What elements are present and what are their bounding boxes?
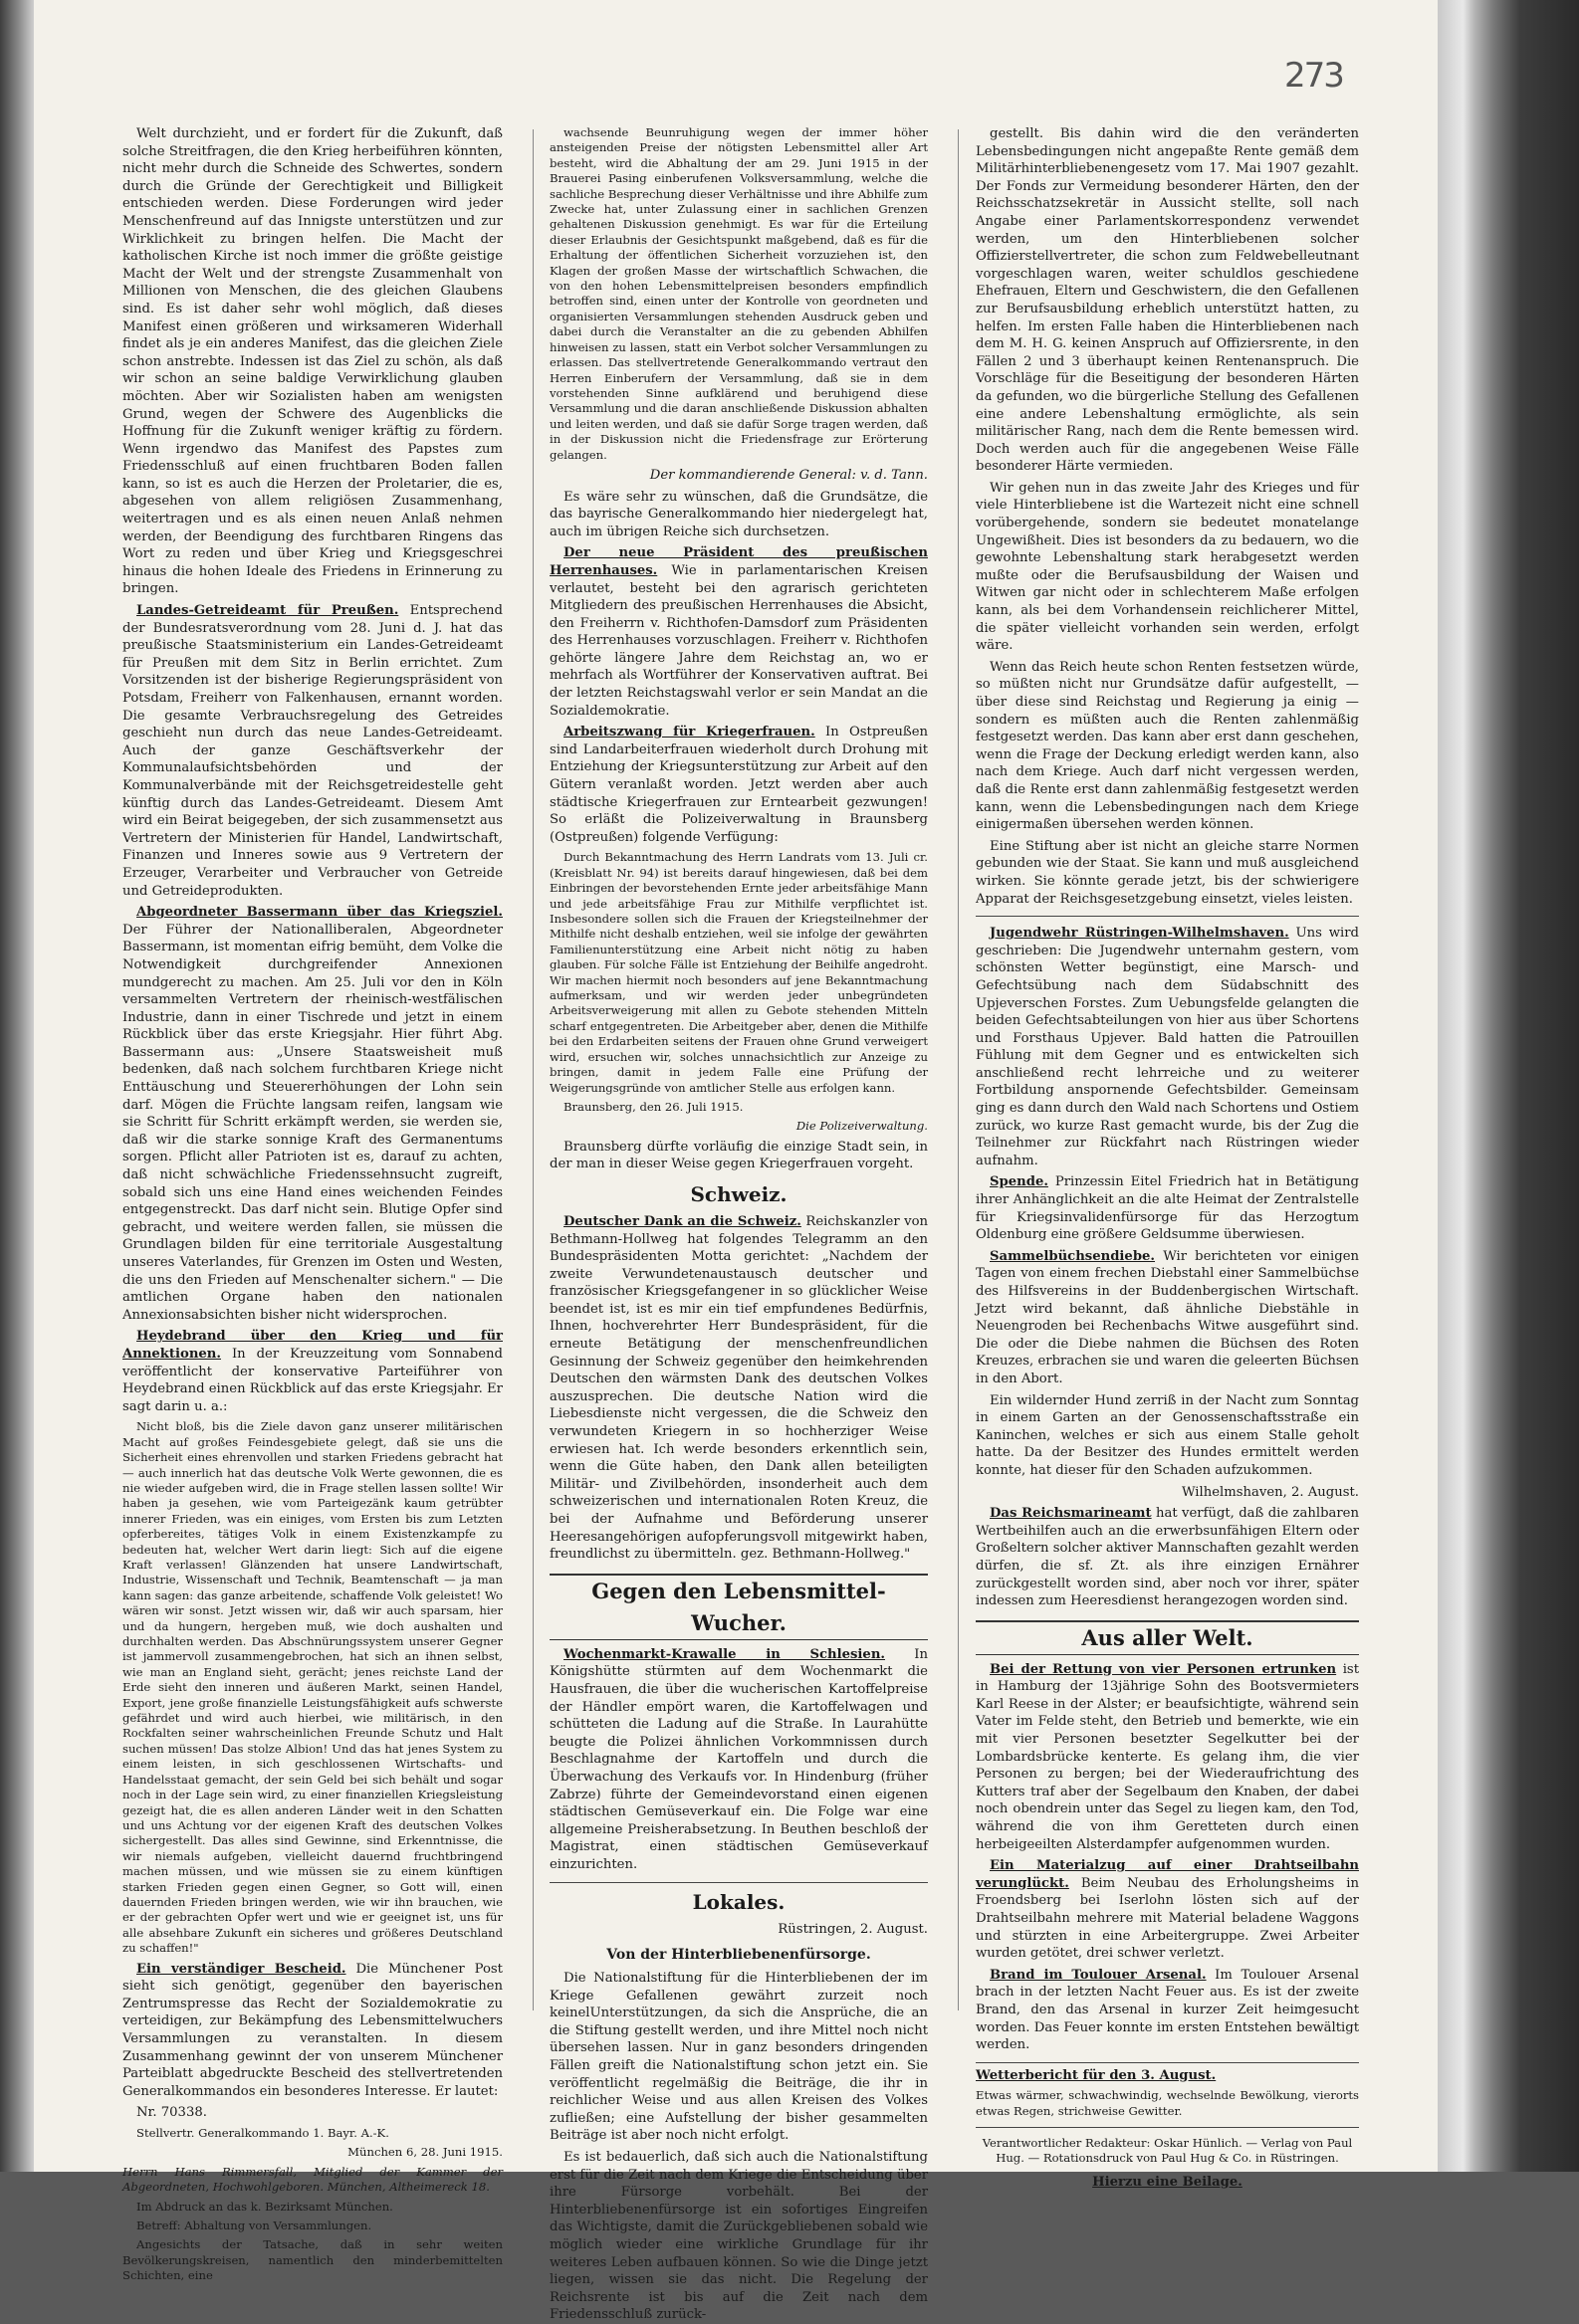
- section-title: Lokales.: [550, 1882, 928, 1915]
- document-subject: Betreff: Abhaltung von Versammlungen.: [136, 2218, 372, 2232]
- article-body: Der Führer der Nationalliberalen, Abgeordneter Bassermann, ist momentan eifrig bemüht, dem Volke die Notwendigkeit durchgreifender Annexionen mundgerecht zu machen. Am 25. Juli vor den in Köln versammelten Vertretern der rheinisch-westfälischen Industrie, dann in einer Tischrede und jetzt in einem Rückblick über das erste Kriegsjahr. Hier führt Abg. Bassermann aus: „Unsere Staatsweisheit muß bedenken, daß nach solchem furchtbaren Kriege nicht Enttäuschung und Steuererhöhungen der Lohn sein darf. Mögen die Früchte langsam reifen, langsam wie sie Schritt für Schritt erkämpft werden, sie werden sie, daß wir die starke sonnige Kraft des Germanentums sorgen. Pflicht aller Patrioten ist es, darauf zu achten, daß nicht schwächliche Friedenssehnsucht zugreift, sobald sich uns eine Hand eines weichenden Feindes entgegenstreckt. Das darf nicht sein. Blutige Opfer sind gebracht, und weitere werden fallen, sie müssen die Grundlagen bilden für eine territoriale Ausgestaltung unseres Vaterlandes, für Grenzen im Osten und Westen, die uns den Frieden auf Menschenalter sichern." — Die amtlichen Organe haben den nationalen Annexionsabsichten bisher nicht widersprochen.: [122, 922, 503, 1323]
- article-headline: Wochenmarkt-Krawalle in Schlesien.: [564, 1646, 886, 1662]
- article-body: Wie in parlamentarischen Kreisen verlautet, besteht bei den agrarisch gerichteten Mitgliedern des preußischen Herrenhauses die Absicht, den Freiherrn v. Richthofen-Damsdorf zum Präsidenten des Herrenhauses vorzuschlagen. Freiherr v. Richthofen gehörte längere Jahre dem Reichstag an, wo er mehrfach als Wortführer der Konservativen auftrat. Bei der letzten Reichstagswahl verlor er sein Mandat an die Sozialdemokratie.: [550, 562, 928, 719]
- column-rule: [533, 129, 534, 2010]
- article-headline: Deutscher Dank an die Schweiz.: [564, 1213, 801, 1229]
- article-paragraph: gestellt. Bis dahin wird die den veränderten Lebensbedingungen nicht angepaßte Rente gemäß dem Militärhinterbliebenengesetz vom 17. Mai 1907 gezahlt. Der Fonds zur Vermeidung besonderer Härten, den der Reichsschatzsekretär in Aussicht stellte, soll nach Angabe einer Parlamentskorrespondenz verwendet werden, um den Hinterbliebenen solcher Offizierstellvertreter, die schon zum Feldwebelleutnant vorgeschlagen waren, weiter schuldlos geschiedene Ehefrauen, Eltern und Geschwistern, die den Gefallenen zur Berufsausbildung erheblich unterstützt hatten, zu helfen. Im ersten Falle haben die Hinterbliebenen nach dem M. H. G. keinen Anspruch auf Offiziersrente, in den Fällen 2 und 3 überhaupt keinen Rentenanspruch. Die Vorschläge für die Beseitigung der besonderen Härten da gefunden, wo die bürgerliche Stellung des Gefallenen eine andere Lebenshaltung ermöglichte, als sein militärischer Rang, nach dem die Rente bemessen wird. Doch werden auch für die angegebenen Weise Fälle besonderer Härte vermieden.: [976, 126, 1359, 475]
- article-paragraph: Welt durchzieht, und er fordert für die Zukunft, daß solche Streitfragen, die den Krieg herbeiführen könnten, nicht mehr durch die Schneide des Schwertes, sondern durch die Gründe der Gerechtigkeit und Billigkeit entschieden werden. Diese Forderungen wird jeder Menschenfreund auf das Innigste unterstützen und zur Wirklichkeit zu bringen helfen. Die Macht der katholischen Kirche ist noch immer die größte geistige Macht der Welt und der strengste Zusammenhalt von Millionen von Menschen, die des gleichen Glaubens sind. Es ist daher sehr wohl möglich, daß dieses Manifest einen größeren und wirksameren Widerhall findet als je ein anderes Manifest, das die gleichen Ziele schon anstrebte. Indessen ist das Ziel zu schön, als daß wir schon an seine baldige Verwirklichung glauben möchten. Aber wir Sozialisten haben am wenigsten Grund, wegen der Schwere des Augenblicks die Hoffnung für die Zukunft weniger kräftig zu fördern. Wenn irgendwo das Manifest des Papstes zum Friedensschluß auf einen fruchtbaren Boden fallen kann, so ist es auch die Herzen der Proletarier, die es, abgesehen von allem religiösen Zusammenhang, weitertragen und es als einen neuen Anlaß nehmen werden, der Beendigung des furchtbaren Ringens das Wort zu reden und über Krieg und Kriegsgeschrei hinaus die hohen Ideale des Friedens in Erinnerung zu bringen.: [122, 126, 503, 597]
- article-paragraph: [122, 602, 503, 900]
- scanner-edge: [0, 0, 34, 2172]
- article-paragraph: Braunsberg dürfte vorläufig die einzige Stadt sein, in der man in dieser Weise gegen Kriegerfrauen vorgeht.: [550, 1139, 928, 1172]
- document-sender: Stellvertr. Generalkommando 1. Bayr. A.-K.: [136, 2125, 389, 2140]
- article-headline: Der neue Präsident des preußischen Herrenhauses.: [550, 545, 928, 578]
- column-3: [976, 125, 1359, 2191]
- article-headline: Brand im Toulouer Arsenal.: [990, 1967, 1207, 1983]
- article-paragraph: Eine Stiftung aber ist nicht an gleiche starre Normen gebunden wie der Staat. Sie kann und muß ausgleichend wirken. Sie könnte gerade jetzt, bis der schwierigere Apparat der Reichsgesetzgebung einsetzt, vieles leisten.: [976, 838, 1359, 907]
- quoted-date: Braunsberg, den 26. Juli 1915.: [564, 1099, 744, 1114]
- supplement-note: Hierzu eine Beilage.: [1092, 2175, 1242, 2191]
- article-body: hat verfügt, daß die zahlbaren Wertbeihilfen auch an die erwerbsunfähigen Eltern oder Großeltern solcher aktiver Mannschaften gezahlt werden dürfen, die sf. Zt. als ihre einzigen Ernährer zurückgestellt worden sind, aber noch vor ihrer, später indessen zum Heeresdienst herangezogen worden sind.: [976, 1506, 1359, 1609]
- article-paragraph: [122, 904, 503, 1324]
- section-title: Gegen den Lebensmittel-Wucher.: [550, 1574, 928, 1640]
- article-paragraph: [976, 1173, 1359, 1243]
- article-headline: Jugendwehr Rüstringen-Wilhelmshaven.: [990, 926, 1289, 942]
- article-body: Prinzessin Eitel Friedrich hat in Betätigung ihrer Anhänglichkeit an die alte Heimat der Zentralstelle für Kriegsinvalidenfürsorge für das Herzogtum Oldenburg eine größere Geldsumme überwiesen.: [976, 1174, 1359, 1243]
- article-headline: Bei der Rettung von vier Personen ertrunken: [990, 1661, 1337, 1677]
- article-paragraph: [122, 1328, 503, 1415]
- book-binding: [1438, 0, 1579, 2172]
- article-body: ist in Hamburg der 13jährige Sohn des Bootsvermieters Karl Reese in der Alster; er beaufsichtigte, während sein Vater im Felde steht, den Betrieb und bemerkte, wie ein mit vier Personen besetzter Segelkutter bei der Lombardsbrücke kenterte. Es gelang ihm, die vier Personen zu bergen; bei der Wiederaufrichtung des Kutters traf aber der Segelbaum den Knaben, der dabei noch obendrein unter das Segel zu liegen kam, den Tod, während die von ihm Geretteten durch einen herbeigeeilten Alsterdampfer aufgenommen wurden.: [976, 1661, 1359, 1852]
- quoted-text: Nicht bloß, bis die Ziele davon ganz unserer militärischen Macht auf großes Feindesgebiete gelegt, daß sie uns die Sicherheit eines ehrenvollen und starken Friedens gebracht hat — auch innerlich hat das deutsche Volk Werte gewonnen, die es nie wieder aufgeben wird, die in Frage stellen lassen sollte! Wir haben ja gesehen, wie vom Parteigezänk kaum getrübter innerer Frieden, was ein einiges, vom Ersten bis zum Letzten opferbereites, tätiges Volk in einem Existenzkampfe zu bedeuten hat, welcher Wert darin liegt: Sich auf die eigene Kraft verlassen! Glänzenden hat unsere Landwirtschaft, Industrie, Wissenschaft und Technik, Beamtenschaft — ja man kann sagen: das ganze arbeitende, schaffende Volk geleistet! Wo wären wir sonst. Jetzt wissen wir, daß wir auch sparsam, hier und da hungern, hergeben muß, wie doch aushalten und durchhalten werden. Das Abschnürungssystem unserer Gegner ist jammervoll zusammengebrochen, hat sich an ihnen selbst, wie man an England sieht, gerächt; jenes reichste Land der Erde sieht den inneren und äußeren Markt, seinen Handel, Export, jene große finanzielle Leistungsfähigkeit aufs schwerste gefährdet und wird auch hierbei, wie militärisch, in den Rockfalten seiner wahrscheinlichen Freunde Schutz und Halt suchen müssen! Das stolze Albion! Und das hat jenes System zu einem leisten, in sich geschlossenen Wirtschafts- und Handelsstaat gemacht, der sein Geld bei sich behält und sogar noch in der Lage sein wird, zu einer finanziellen Kriegsleistung gezeigt hat, die es allen anderen Länder weit in den Schatten und uns Achtung vor der eigenen Kraft des deutschen Volkes sichergestellt. Das alles sind Gewinne, sind Erkenntnisse, die wir niemals aufgeben, vielleicht dauernd fruchtbringend machen müssen, und wie müssen sie zu einem künftigen starken Frieden gegen einen Gegner, so Gott will, einen dauernden Frieden bringen werden, wie wir ihn brauchen, wie er der gebrachten Opfer wert und wie er geeignet ist, uns für alle absehbare Zukunft ein sicheres und größeres Deutschland zu schaffen!": [122, 1419, 503, 1956]
- article-headline: Von der Hinterbliebenenfürsorge.: [606, 1947, 871, 1964]
- weather-title: Wetterbericht für den 3. August.: [976, 2067, 1217, 2083]
- document-body: wachsende Beunruhigung wegen der immer höher ansteigenden Preise der nötigsten Lebensmittel aller Art besteht, wird die Abhaltung der am 29. Juni 1915 in der Brauerei Pasing einberufenen Volksversammlung, welche die sachliche Besprechung dieser Verhältnisse und ihre Abhilfe zum Zwecke hat, unter Zulassung einer in sachlichen Grenzen gehaltenen Diskussion genehmigt. Es war für die Erteilung dieser Erlaubnis der Gesichtspunkt maßgebend, daß es für die Erhaltung der öffentlichen Sicherheit vorzuziehen ist, den Klagen der großen Masse der wirtschaftlich Schwachen, die von den hohen Lebensmittelpreisen besonders empfindlich betroffen sind, einen unter der Kontrolle von geordneten und organisierten Versammlungen stehenden Ausdruck geben und dabei durch die Veranstalter an die zu gebenden Abhilfen hinweisen zu lassen, statt ein Verbot solcher Versammlungen zu erlassen. Das stellvertretende Generalkommando vertraut den Herren Einberufern der Versammlung, daß sie in dem vorstehenden Sinne aufklärend und beruhigend diese Versammlung und die daran anschließende Diskussion abhalten und leiten werden, und daß sie dafür Sorge tragen werden, daß in der Diskussion nicht die Friedensfrage zur Erörterung gelangen.: [550, 125, 928, 462]
- article-paragraph: [976, 925, 1359, 1169]
- article-paragraph: Wir gehen nun in das zweite Jahr des Krieges und für viele Hinterbliebene ist die Wartezeit nicht eine schnell vorübergehende, sondern sie bedeutet monatelange Ungewißheit. Dies ist besonders da zu bedauern, wo die gewohnte Lebenshaltung stark herabgesetzt werden mußte oder die Berufsausbildung der Waisen und Witwen gar nicht oder in schlechterem Maße erfolgen kann, als bei dem Vorhandensein reichlicherer Mittel, die später vielleicht vorhanden sein werden, erfolgt wäre.: [976, 480, 1359, 654]
- page-number: 273: [1284, 56, 1343, 96]
- article-paragraph: [550, 1646, 928, 1874]
- dateline: Wilhelmshaven, 2. August.: [1181, 1484, 1359, 1500]
- column-rule: [958, 129, 959, 2010]
- article-headline: Das Reichsmarineamt: [990, 1506, 1152, 1522]
- article-paragraph: [122, 1961, 503, 2101]
- article-headline: Sammelbüchsendiebe.: [990, 1248, 1156, 1264]
- article-paragraph: [550, 724, 928, 846]
- article-body: Entsprechend der Bundesratsverordnung vom 28. Juni d. J. hat das preußische Staatsministerium ein Landes-Getreideamt für Preußen mit dem Sitz in Berlin errichtet. Zum Vorsitzenden ist der bisherige Regierungspräsident von Potsdam, Freiherr von Falkenhausen, ernannt worden. Die gesamte Verbrauchsregelung des Getreides geschieht nun durch das neue Landes-Getreideamt. Auch der ganze Geschäftsverkehr der Kommunalaufsichtsbehörden und der Kommunalverbände mit der Reichsgetreidestelle geht künftig durch das Landes-Getreideamt. Diesem Amt wird ein Beirat beigegeben, der sich zusammensetzt aus Vertretern der Ministerien für Handel, Landwirtschaft, Finanzen und Inneres sowie aus 9 Vertretern der Erzeuger, Verarbeiter und Verbraucher von Getreide und Getreideprodukten.: [122, 603, 503, 899]
- article-headline: Spende.: [990, 1174, 1048, 1190]
- article-body: Die Münchener Post sieht sich genötigt, gegenüber den bayerischen Zentrumspresse das Recht der Sozialdemokratie zu verteidigen, zur Bekämpfung des Lebensmittelwuchers Versammlungen zu veranstalten. In diesem Zusammenhang gewinnt der von unserem Münchener Parteiblatt abgedruckte Bescheid des stellvertretenden Generalkommandos ein besonderes Interesse. Er lautet:: [122, 1961, 503, 2099]
- document-body: Angesichts der Tatsache, daß in sehr weiten Bevölkerungskreisen, namentlich den minderbemittelten Schichten, eine: [122, 2237, 503, 2283]
- weather-headline: [976, 2067, 1359, 2085]
- article-headline: Heydebrand über den Krieg und für Annektionen.: [122, 1329, 503, 1362]
- quoted-text: Durch Bekanntmachung des Herrn Landrats vom 13. Juli cr. (Kreisblatt Nr. 94) ist bereits darauf hingewiesen, daß bei dem Einbringen der bevorstehenden Ernte jeder arbeitsfähige Mann und jede arbeitsfähige Frau zur Mithilfe verpflichtet ist. Insbesondere sollen sich die Frauen der Kriegsteilnehmer der Mithilfe nicht deshalb entziehen, weil sie infolge der gewährten Familienunterstützung eine Arbeit nicht nötig zu haben glauben. Für solche Fälle ist Entziehung der Beihilfe angedroht. Wir machen hiermit noch besonders auf jene Bekanntmachung aufmerksam, und wir werden jeder unbegründeten Arbeitsverweigerung mit allen zu Gebote stehenden Mitteln scharf entgegentreten. Die Arbeitgeber aber, denen die Mithilfe bei den Erdarbeiten seitens der Frauen ohne Grund verweigert wird, ersuchen wir, solches unnachsichtlich zur Anzeige zu bringen, damit in jedem Falle eine Prüfung der Weigerungsgründe von amtlicher Stelle aus erfolgen kann.: [550, 850, 928, 1095]
- section-title: Schweiz.: [690, 1181, 788, 1206]
- section-title: Aus aller Welt.: [976, 1620, 1359, 1655]
- article-headline: Ein verständiger Bescheid.: [136, 1961, 346, 1977]
- article-headline: Abgeordneter Bassermann über das Kriegsziel.: [136, 905, 503, 921]
- quoted-signature: Die Polizeiverwaltung.: [795, 1119, 928, 1134]
- weather-text: Etwas wärmer, schwachwindig, wechselnde Bewölkung, vierorts etwas Regen, strichweise Gewitter.: [976, 2088, 1359, 2118]
- article-headline: Landes-Getreideamt für Preußen.: [136, 603, 399, 619]
- article-paragraph: Wenn das Reich heute schon Renten festsetzen würde, so müßten nicht nur Grundsätze dafür aufgestellt, — über diese sind Reichstag und Regierung ja einig — sondern es müßten auch die Renten zahlenmäßig festgesetzt werden. Das kann aber erst dann geschehen, wenn die Frage der Deckung erledigt werden kann, also nach dem Kriege. Auch darf nicht vergessen werden, daß die Rente erst dann zahlenmäßig festgesetzt werden kann, wenn die Lebensbedingungen nach dem Kriege einigermaßen übersehen werden können.: [976, 659, 1359, 833]
- article-body: Beim Neubau des Erholungsheims in Froendsberg bei Iserlohn lösten sich auf der Drahtseilbahn mehrere mit Material beladene Waggons und stürzten in eine Arbeitergruppe. Zwei Arbeiter wurden getötet, drei schwer verletzt.: [976, 1875, 1359, 1962]
- divider: [976, 916, 1359, 917]
- article-paragraph: Es wäre sehr zu wünschen, daß die Grundsätze, die das bayrische Generalkommando hier niedergelegt hat, auch im übrigen Reiche sich durchsetzen.: [550, 489, 928, 539]
- article-headline: Arbeitszwang für Kriegerfrauen.: [564, 725, 815, 740]
- article-paragraph: [976, 1505, 1359, 1610]
- document-addressee: Herrn Hans Rimmersfall, Mitglied der Kammer der Abgeordneten, Hochwohlgeboren. München, Altheimereck 18.: [122, 2164, 503, 2195]
- imprint: Verantwortlicher Redakteur: Oskar Hünlich. — Verlag von Paul Hug. — Rotationsdruck von Paul Hug & Co. in Rüstringen.: [982, 2136, 1353, 2166]
- column-1: [122, 125, 503, 2283]
- article-headline: Ein Materialzug auf einer Drahtseilbahn verunglückt.: [976, 1858, 1359, 1891]
- article-paragraph: Es ist bedauerlich, daß sich auch die Nationalstiftung erst für die Zeit nach dem Kriege die Entscheidung über ihre Fürsorge vorbehält. Bei der Hinterbliebenenfürsorge ist ein sofortiges Eingreifen das Wichtigste, damit die Zurückgebliebenen sobald wie möglich wieder eine wirkliche Grundlage für ihr weiteres Leben aufbauen können. So wie die Dinge jetzt liegen, wissen sie das nicht. Die Regelung der Reichsrente ist bis auf die Zeit nach dem Friedensschluß zurück-: [550, 2150, 928, 2323]
- document-date: München 6, 28. Juni 1915.: [347, 2145, 503, 2160]
- article-body: In Ostpreußen sind Landarbeiterfrauen wiederholt durch Drohung mit Entziehung der Kriegsunterstützung zur Arbeit auf den Gütern veranlaßt worden. Jetzt werden aber auch städtische Kriegerfrauen zur Erntearbeit gezwungen! So erläßt die Polizeiverwaltung in Braunsberg (Ostpreußen) folgende Verfügung:: [550, 725, 928, 845]
- dateline: Rüstringen, 2. August.: [778, 1921, 928, 1937]
- document-signature: Der kommandierende General: v. d. Tann.: [649, 467, 928, 483]
- column-2: [550, 125, 929, 2323]
- article-body: Wir berichteten vor einigen Tagen von einem frechen Diebstahl einer Sammelbüchse des Hilfsvereins in der Buddenbergischen Wirtschaft. Jetzt wird bekannt, daß ähnliche Diebstähle in Neuengroden bei Rechenbachs Witwe ausgeführt sind. Die oder die Diebe nahmen die Büchsen des Roten Kreuzes, erbrachen sie und waren die geleerten Büchsen in den Abort.: [976, 1248, 1359, 1386]
- article-body: Reichskanzler von Bethmann-Hollweg hat folgendes Telegramm an den Bundespräsidenten Motta gerichtet: „Nachdem der zweite Verwundetenaustausch deutscher und französischer Kriegsgefangener in so glücklicher Weise beendet ist, ist es mir ein tief empfundenes Bedürfnis, Ihnen, hochverehrter Herr Bundespräsident, für die erneute Betätigung der menschenfreundlichen Gesinnung der Schweiz gegenüber den heimkehrenden Deutschen den wärmsten Dank des deutschen Volkes auszusprechen. Die deutsche Nation wird die Liebesdienste nicht vergessen, die die Schweiz den verwundeten Kriegern in so hochherziger Weise erwiesen hat. Ich werde besonders erkenntlich sein, wenn die Güte haben, den Dank allen beteiligten Militär- und Zivilbehörden, insonderheit auch dem schweizerischen und internationalen Roten Kreuz, die bei der Aufnahme und Beförderung unserer Heeresangehörigen aufopferungsvoll mitgewirkt haben, freundlichst zu übermitteln. gez. Bethmann-Hollweg.": [550, 1213, 929, 1563]
- article-paragraph: [976, 1967, 1359, 2054]
- article-paragraph: Die Nationalstiftung für die Hinterbliebenen der im Kriege Gefallenen gewährt zurzeit noch keinelUnterstützungen, da sich die Ansprüche, die an die Stiftung gestellt werden, und ihre Mittel noch nicht übersehen lassen. Nur in ganz besonders dringenden Fällen greift die Nationalstiftung schon jetzt ein. Sie veröffentlicht regelmäßig die Beiträge, die ihr in reichlicher Weise und aus allen Kreisen des Volkes zufließen; eine Aufstellung der bisher gesammelten Beiträge ist aber noch nicht erfolgt.: [550, 1971, 928, 2144]
- article-body: Uns wird geschrieben: Die Jugendwehr unternahm gestern, vom schönsten Wetter begünstigt, eine Marsch- und Gefechtsübung nach dem Südabschnitt des Upjeverschen Forstes. Zum Uebungsfelde gelangten die beiden Gefechtsabteilungen von hier aus über Schortens und Forsthaus Upjever. Bald hatten die Patrouillen Fühlung mit dem Gegner und es entwickelten sich anschließend recht lehrreiche und zu weiterer Fortbildung anspornende Gefechtsbilder. Gemeinsam ging es dann durch den Wald nach Schortens und Ostiem zurück, wo kurze Rast gemacht wurde, bis der Zug die Teilnehmer zur Rückfahrt nach Rüstringen wieder aufnahm.: [976, 926, 1359, 1168]
- article-body: In der Kreuzzeitung vom Sonnabend veröffentlicht der konservative Parteiführer von Heydebrand einen Rückblick auf das erste Kriegsjahr. Er sagt darin u. a.:: [122, 1346, 503, 1414]
- weather-report: [976, 2062, 1359, 2128]
- document-copy-note: Im Abdruck an das k. Bezirksamt München.: [136, 2199, 393, 2214]
- article-paragraph: [976, 1248, 1359, 1388]
- article-paragraph: [976, 1661, 1359, 1854]
- article-paragraph: [550, 1213, 928, 1564]
- article-body: In Königshütte stürmten auf dem Wochenmarkt die Hausfrauen, die über die wucherischen Kartoffelpreise der Händler empört waren, die Kartoffelwagen und schütteten die Ladung auf die Straße. In Laurahütte beugte die Polizei ähnlichen Vorkommnissen durch Beschlagnahme der Kartoffeln und durch die Überwachung des Verkaufs vor. In Hindenburg (früher Zabrze) führte der Gemeindevorstand einen eigenen städtischen Gemüseverkauf ein. Die Folge war eine allgemeine Preisherabsetzung. In Beuthen beschloß der Magistrat, einen städtischen Gemüseverkauf einzurichten.: [550, 1646, 928, 1872]
- article-paragraph: [550, 544, 928, 720]
- article-paragraph: Ein wildernder Hund zerriß in der Nacht zum Sonntag in einem Garten an der Genossenschaftsstraße ein Kaninchen, welches er sich aus einem Stalle geholt hatte. Da der Besitzer des Hundes ermittelt werden konnte, hat dieser für den Schaden aufzukommen.: [976, 1392, 1359, 1478]
- article-body: Im Toulouer Arsenal brach in der letzten Nacht Feuer aus. Es ist der zweite Brand, den das Arsenal in kurzer Zeit heimgesucht worden. Das Feuer konnte im ersten Entstehen bewältigt werden.: [976, 1967, 1359, 2053]
- article-paragraph: [976, 1857, 1359, 1963]
- document-number: Nr. 70338.: [136, 2105, 207, 2121]
